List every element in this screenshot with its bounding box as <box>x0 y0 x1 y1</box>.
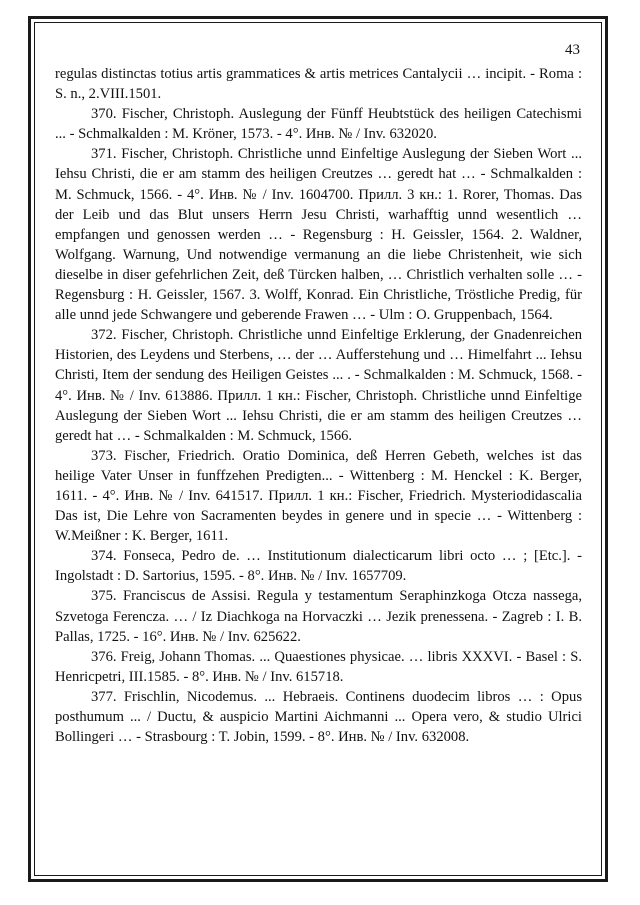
catalog-entry-375: 375. Franciscus de Assisi. Regula y testamentum Seraphinzkoga Otcza nassega, Szvetoga Ferencza. … / Iz Diachkoga na Horvaczki … Jezik prenessena. - Zagreb : I. B. Pallas, 1725. - 16°. Инв. № / Inv. 625622. <box>55 588 582 645</box>
catalog-entry-373: 373. Fischer, Friedrich. Oratio Dominica, deß Herren Gebeth, welches ist das heilige Vater Unser in funffzehen Predigten... - Wittenberg : M. Henckel : K. Berger, 1611. - 4°. Инв. № / Inv. 641517. Прилл. 1 кн.: Fischer, Friedrich. Mysteriodidascalia Das ist, Die Lehre von Sacramenten beydes in genere und in specie … - Wittenberg : W.Meißner : K. Berger, 1611. <box>55 447 582 545</box>
catalog-entry-372: 372. Fischer, Christoph. Christliche unnd Einfeltige Erklerung, der Gnadenreichen Historien, des Leydens und Sterbens, … der … Aufferstehung und … Himelfahrt ... Iehsu Christi, Item der sendung des Heiligen Geistes ... . - Schmalkalden : M. Schmuck, 1568. - 4°. Инв. № / Inv. 613886. Прилл. 1 кн.: Fischer, Christoph. Christliche unnd Einfeltige Auslegung der Sieben Wort ... Iehsu Christi, die er am stamm des heiligen Creutzes … geredt hat … - Schmalkalden : M. Schmuck, 1566. <box>55 327 582 444</box>
catalog-entry-370: 370. Fischer, Christoph. Auslegung der Fünff Heubtstück des heiligen Catechismi ... - Schmalkalden : M. Kröner, 1573. - 4°. Инв. № / Inv. 632020. <box>55 106 582 143</box>
catalog-entry-377: 377. Frischlin, Nicodemus. ... Hebraeis. Continens duodecim libros … : Opus posthumum ... / Ductu, & auspicio Martini Aichmanni ... Opera vero, & studio Ulrici Bollingeri … - Strasbourg : T. Jobin, 1599. - 8°. Инв. № / Inv. 632008. <box>55 688 582 746</box>
catalog-entry-376: 376. Freig, Johann Thomas. ... Quaestiones physicae. … libris XXXVI. - Basel : S. Henricpetri, III.1585. - 8°. Инв. № / Inv. 615718. <box>55 648 582 685</box>
catalog-text <box>55 64 582 747</box>
page-number: 43 <box>565 42 580 58</box>
catalog-entry-371: 371. Fischer, Christoph. Christliche unnd Einfeltige Auslegung der Sieben Wort ... Iehsu Christi, die er am stamm des heiligen Creutzes … geredt hat … - Schmalkalden : M. Schmuck, 1566. - 4°. Инв. № / Inv. 1604700. Прилл. 3 кн.: 1. Rorer, Thomas. Das der Leib und das Blut unsers Herrn Jesu Christi, warhafftig unnd wesentlich … empfangen und genossen werden … - Regensburg : H. Geissler, 1564. 2. Waldner, Wolfgang. Warnung, Und notwendige vermanung an die liebe Christenheit, wie sich dieselbe in diser gefehrlichen Zeit, deß Türcken halben, … Christlich verhalten solle … - Regensburg : H. Geissler, 1567. 3. Wolff, Konrad. Ein Christliche, Tröstliche Predig, für alle unnd jede Schwangere und geberende Frawen … - Ulm : O. Gruppenbach, 1564. <box>55 146 582 324</box>
catalog-entry-369-continuation: regulas distinctas totius artis grammatices & artis metrices Cantalycii … incipit. - Roma : S. n., 2.VIII.1501. <box>55 66 582 103</box>
catalog-entry-374: 374. Fonseca, Pedro de. … Institutionum dialecticarum libri octo … ; [Etc.]. - Ingolstadt : D. Sartorius, 1595. - 8°. Инв. № / Inv. 1657709. <box>55 548 582 585</box>
